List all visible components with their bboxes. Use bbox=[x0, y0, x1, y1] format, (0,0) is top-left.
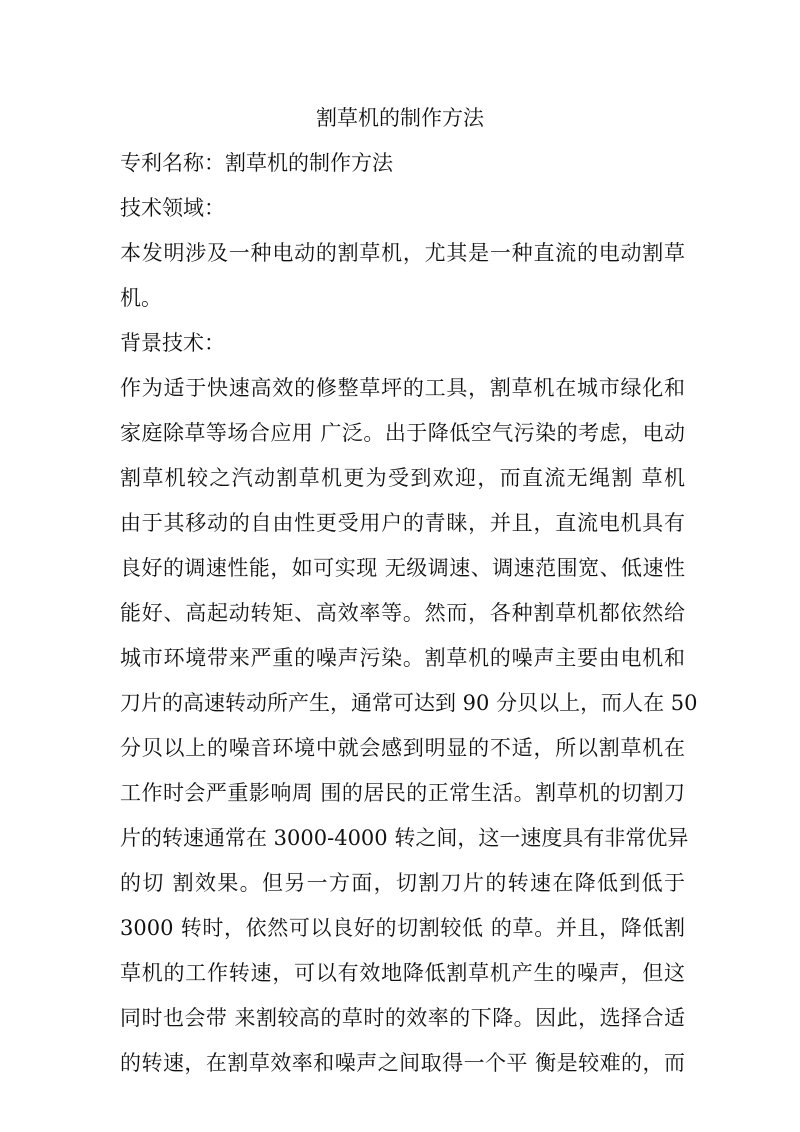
section-heading-technical-field: 技术领域： bbox=[120, 196, 225, 220]
section-heading-background: 背景技术： bbox=[120, 331, 225, 355]
paragraph-line: 家庭除草等场合应用 广泛。出于降低空气污染的考虑，电动 bbox=[120, 421, 685, 445]
paragraph-line: 草机的工作转速，可以有效地降低割草机产生的噪声，但这 bbox=[120, 961, 685, 985]
paragraph-line: 刀片的高速转动所产生，通常可达到 90 分贝以上，而人在 50 bbox=[120, 691, 698, 715]
paragraph-line: 同时也会带 来割较高的草时的效率的下降。因此，选择合适 bbox=[120, 1006, 685, 1030]
paragraph-line: 本发明涉及一种电动的割草机，尤其是一种直流的电动割草 bbox=[120, 241, 685, 265]
document-title: 割草机的制作方法 bbox=[316, 106, 484, 130]
paragraph-line: 良好的调速性能，如可实现 无级调速、调速范围宽、低速性 bbox=[120, 556, 685, 580]
paragraph-line: 割草机较之汽动割草机更为受到欢迎，而直流无绳割 草机 bbox=[120, 466, 685, 490]
paragraph-line: 片的转速通常在 3000-4000 转之间，这一速度具有非常优异 bbox=[120, 826, 689, 850]
paragraph-line: 工作时会严重影响周 围的居民的正常生活。割草机的切割刀 bbox=[120, 781, 685, 805]
paragraph-line: 机。 bbox=[120, 286, 162, 310]
paragraph-line: 3000 转时，依然可以良好的切割较低 的草。并且，降低割 bbox=[120, 916, 685, 940]
patent-name-line: 专利名称：割草机的制作方法 bbox=[120, 151, 393, 175]
paragraph-line: 的切 割效果。但另一方面，切割刀片的转速在降低到低于 bbox=[120, 871, 685, 895]
paragraph-line: 作为适于快速高效的修整草坪的工具，割草机在城市绿化和 bbox=[120, 376, 685, 400]
paragraph-line: 的转速，在割草效率和噪声之间取得一个平 衡是较难的，而 bbox=[120, 1051, 685, 1075]
paragraph-line: 由于其移动的自由性更受用户的青睐，并且，直流电机具有 bbox=[120, 511, 685, 535]
paragraph-line: 城市环境带来严重的噪声污染。割草机的噪声主要由电机和 bbox=[120, 646, 685, 670]
paragraph-line: 能好、高起动转矩、高效率等。然而，各种割草机都依然给 bbox=[120, 601, 685, 625]
paragraph-line: 分贝以上的噪音环境中就会感到明显的不适，所以割草机在 bbox=[120, 736, 685, 760]
